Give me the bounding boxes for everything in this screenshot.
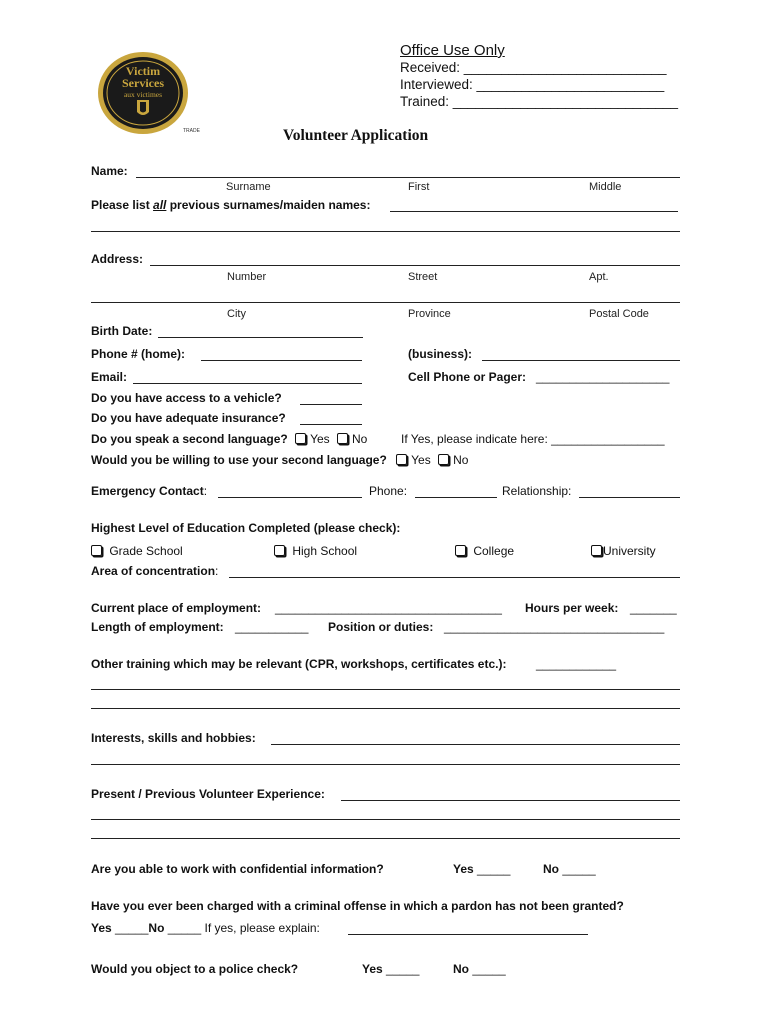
area-field[interactable] <box>229 577 680 578</box>
education-label: Highest Level of Education Completed (please check): <box>91 521 401 535</box>
position-label: Position or duties: <box>328 620 434 634</box>
college-checkbox[interactable] <box>455 545 466 556</box>
postal-hint: Postal Code <box>589 308 649 320</box>
police-no[interactable]: No _____ <box>453 962 506 976</box>
use-language-yes-checkbox[interactable] <box>396 454 407 465</box>
apt-hint: Apt. <box>589 271 609 283</box>
insurance-label: Do you have adequate insurance? <box>91 411 286 425</box>
training-field-3[interactable] <box>91 708 680 709</box>
address-field[interactable] <box>150 265 680 266</box>
language-no-label: No <box>351 432 368 446</box>
middle-hint: Middle <box>589 181 622 193</box>
street-hint: Street <box>408 271 438 283</box>
language-row <box>91 432 367 446</box>
victim-services-logo <box>97 50 189 136</box>
phone-business-label: (business): <box>408 347 473 361</box>
page-title: Volunteer Application <box>283 127 429 144</box>
phone-home-label: Phone # (home): <box>91 347 186 361</box>
cell-field[interactable]: ____________________ <box>536 370 670 384</box>
emergency-label: Emergency Contact: <box>91 484 208 498</box>
training-label: Other training which may be relevant (CPR, workshops, certificates etc.): <box>91 657 507 671</box>
education-option-college[interactable]: College <box>455 544 514 558</box>
birth-date-label: Birth Date: <box>91 324 153 338</box>
volunteer-field-3[interactable] <box>91 838 680 839</box>
emergency-phone-label: Phone: <box>369 484 408 498</box>
hours-field[interactable]: _______ <box>630 601 677 615</box>
previous-names-field[interactable] <box>390 211 678 212</box>
vehicle-field[interactable] <box>300 404 362 405</box>
length-employment-label: Length of employment: <box>91 620 224 634</box>
police-yes[interactable]: Yes _____ <box>362 962 420 976</box>
volunteer-field[interactable] <box>341 800 680 801</box>
name-label: Name: <box>91 164 128 178</box>
use-language-no-label: No <box>453 453 469 467</box>
interests-label: Interests, skills and hobbies: <box>91 731 256 745</box>
use-language-question: Would you be willing to use your second language? <box>91 453 387 467</box>
position-field[interactable]: _________________________________ <box>444 620 665 634</box>
emergency-relationship-label: Relationship: <box>502 484 572 498</box>
use-language-no-checkbox[interactable] <box>438 454 449 465</box>
office-trained: Trained: ______________________________ <box>400 94 679 109</box>
logo-line1: Victim <box>125 64 161 78</box>
birth-date-field[interactable] <box>158 337 363 338</box>
volunteer-field-2[interactable] <box>91 819 680 820</box>
number-hint: Number <box>227 271 267 283</box>
office-interviewed: Interviewed: _________________________ <box>400 77 665 92</box>
address-label: Address: <box>91 252 144 266</box>
office-received: Received: ___________________________ <box>400 60 667 75</box>
university-checkbox[interactable] <box>591 545 602 556</box>
province-hint: Province <box>408 308 451 320</box>
confidential-question: Are you able to work with confidential information? <box>91 862 384 876</box>
email-label: Email: <box>91 370 128 384</box>
previous-names-label: Please list all previous surnames/maiden names: <box>91 198 371 212</box>
language-yes-checkbox[interactable] <box>295 433 306 444</box>
confidential-yes[interactable]: Yes _____ <box>453 862 511 876</box>
name-field[interactable] <box>136 177 680 178</box>
area-label: Area of concentration: <box>91 564 219 578</box>
language-indicate[interactable]: If Yes, please indicate here: _________________ <box>401 432 665 446</box>
email-field[interactable] <box>133 383 362 384</box>
interests-field[interactable] <box>271 744 680 745</box>
use-language-yes-label: Yes <box>411 453 431 467</box>
insurance-field[interactable] <box>300 424 362 425</box>
volunteer-label: Present / Previous Volunteer Experience: <box>91 787 325 801</box>
surname-hint: Surname <box>226 181 271 193</box>
previous-names-field-2[interactable] <box>91 231 680 232</box>
criminal-answer-row[interactable]: Yes _____No _____ If yes, please explain: <box>91 921 320 935</box>
police-question: Would you object to a police check? <box>91 962 299 976</box>
training-field[interactable]: ____________ <box>536 657 617 671</box>
grade-school-checkbox[interactable] <box>91 545 102 556</box>
logo-line3: aux victimes <box>123 90 163 99</box>
criminal-explain-field[interactable] <box>348 934 588 935</box>
hours-label: Hours per week: <box>525 601 619 615</box>
current-employment-label: Current place of employment: <box>91 601 262 615</box>
trademark-text: TRADE <box>183 128 200 134</box>
current-employment-field[interactable]: __________________________________ <box>275 601 502 615</box>
office-use-block <box>400 42 678 110</box>
phone-business-field[interactable] <box>482 360 680 361</box>
training-field-2[interactable] <box>91 689 680 690</box>
phone-home-field[interactable] <box>201 360 362 361</box>
first-hint: First <box>408 181 430 193</box>
language-question: Do you speak a second language? <box>91 432 288 446</box>
logo-line2: Services <box>122 76 164 90</box>
language-yes-label: Yes <box>310 432 330 446</box>
office-use-heading: Office Use Only <box>400 42 505 59</box>
confidential-no[interactable]: No _____ <box>543 862 596 876</box>
length-employment-field[interactable]: ___________ <box>235 620 309 634</box>
high-school-checkbox[interactable] <box>274 545 285 556</box>
cell-label: Cell Phone or Pager: <box>408 370 527 384</box>
emergency-relationship-field[interactable] <box>579 497 680 498</box>
interests-field-2[interactable] <box>91 764 680 765</box>
language-no-checkbox[interactable] <box>337 433 348 444</box>
education-option-grade[interactable]: Grade School <box>91 544 183 558</box>
emergency-phone-field[interactable] <box>415 497 497 498</box>
education-option-high[interactable]: High School <box>274 544 357 558</box>
education-option-university[interactable]: University <box>591 544 656 558</box>
vehicle-label: Do you have access to a vehicle? <box>91 391 282 405</box>
city-hint: City <box>227 308 246 320</box>
emergency-field[interactable] <box>218 497 362 498</box>
criminal-question: Have you ever been charged with a criminal offense in which a pardon has not been granted? <box>91 899 624 913</box>
address-field-2[interactable] <box>91 302 680 303</box>
use-language-row <box>91 453 468 467</box>
